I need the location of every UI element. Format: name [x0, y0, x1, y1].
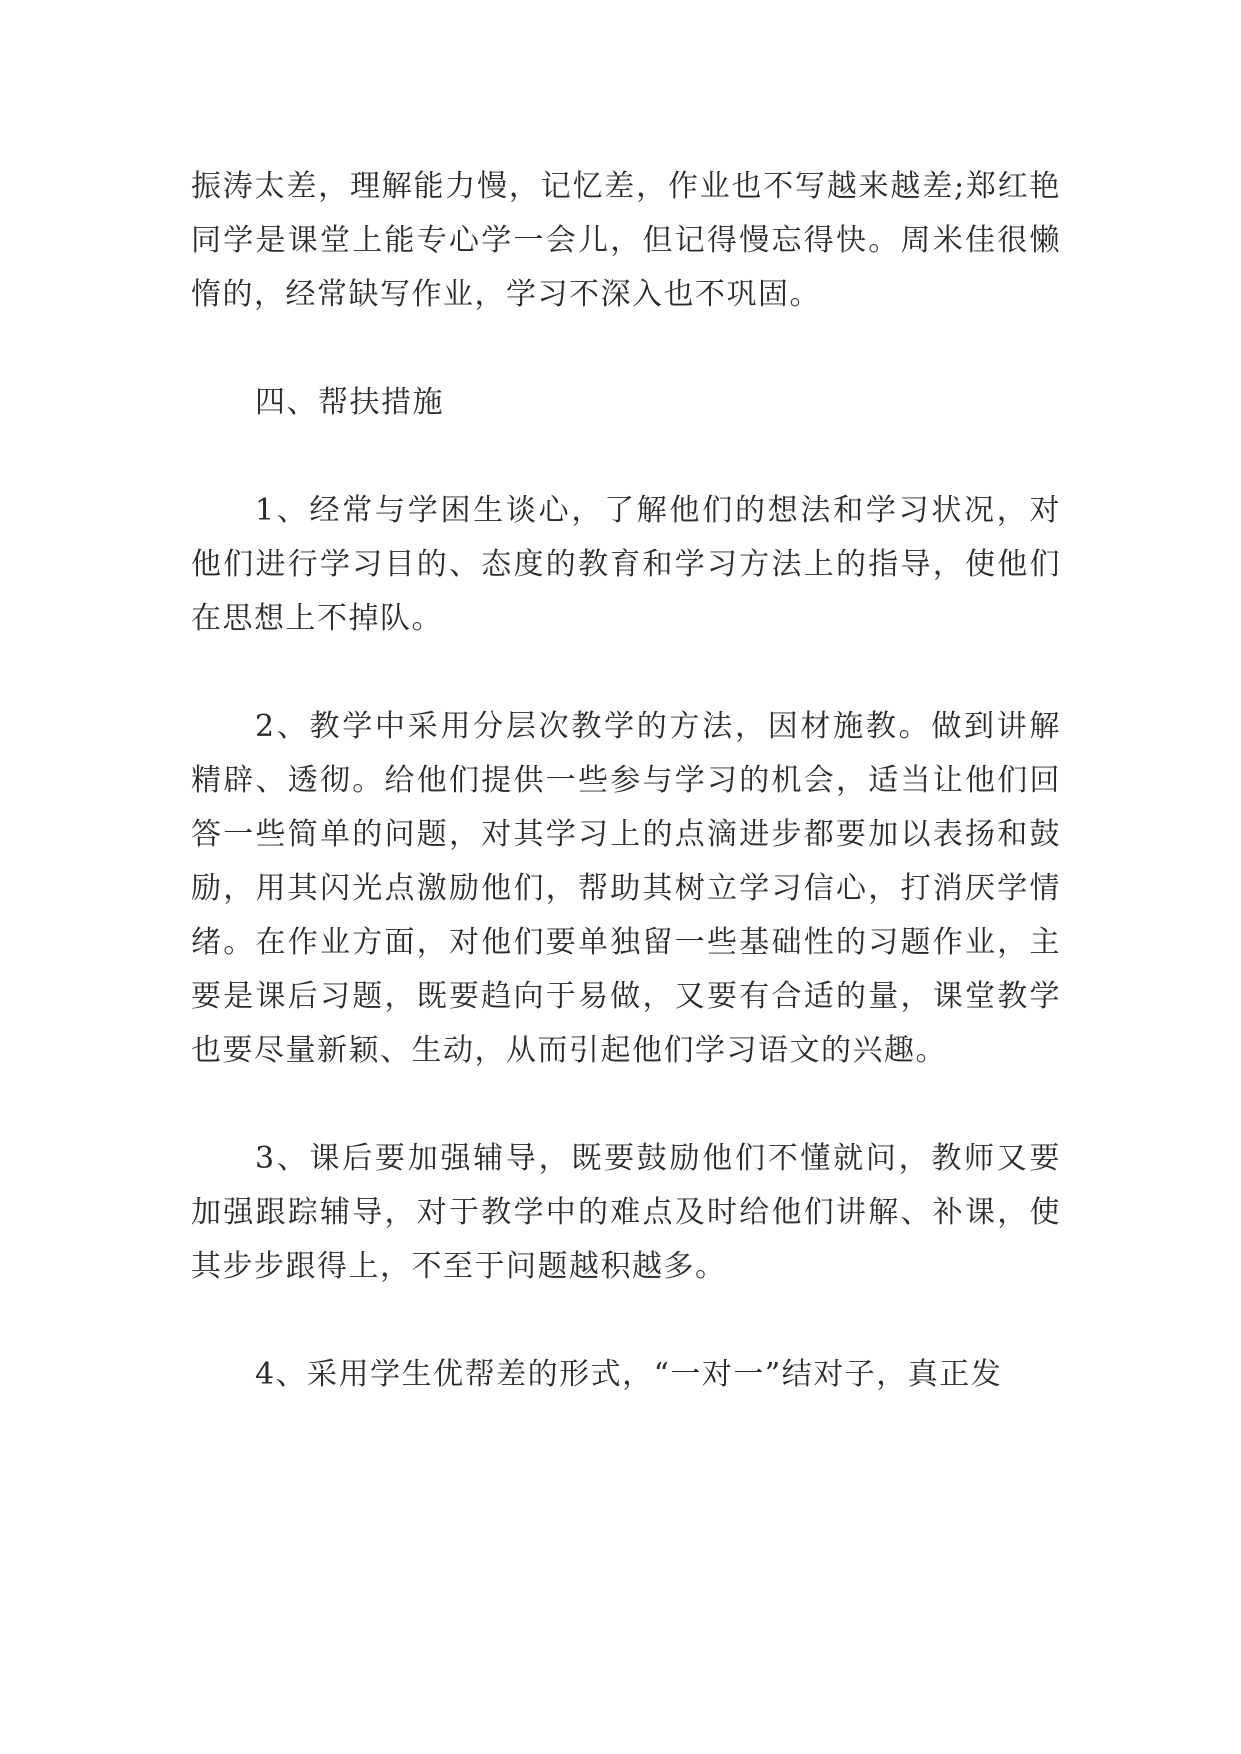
section-heading-measures: 四、帮扶措施	[255, 385, 444, 420]
paragraph-measure-1: 1、经常与学困生谈心，了解他们的想法和学习状况，对他们进行学习目的、态度的教育和学习方法上的指导，使他们在思想上不掉队。	[191, 493, 1061, 636]
paragraph-measure-4: 4、采用学生优帮差的形式，“一对一”结对子，真正发	[255, 1357, 1003, 1392]
paragraph-measure-2: 2、教学中采用分层次教学的方法，因材施教。做到讲解精辟、透彻。给他们提供一些参与学习的机会，适当让他们回答一些简单的问题，对其学习上的点滴进步都要加以表扬和鼓励，用其闪光点激励他们，帮助其树立学习信心，打消厌学情绪。在作业方面，对他们要单独留一些基础性的习题作业，主要是课后习题，既要趋向于易做，又要有合适的量，课堂教学也要尽量新颖、生动，从而引起他们学习语文的兴趣。	[191, 709, 1061, 1068]
document-body	[191, 160, 1061, 1402]
paragraph-continuation: 振涛太差，理解能力慢，记忆差，作业也不写越来越差;郑红艳同学是课堂上能专心学一会儿，但记得慢忘得快。周米佳很懒惰的，经常缺写作业，学习不深入也不巩固。	[191, 169, 1061, 312]
paragraph-measure-3: 3、课后要加强辅导，既要鼓励他们不懂就问，教师又要加强跟踪辅导，对于教学中的难点及时给他们讲解、补课，使其步步跟得上，不至于问题越积越多。	[191, 1141, 1061, 1284]
